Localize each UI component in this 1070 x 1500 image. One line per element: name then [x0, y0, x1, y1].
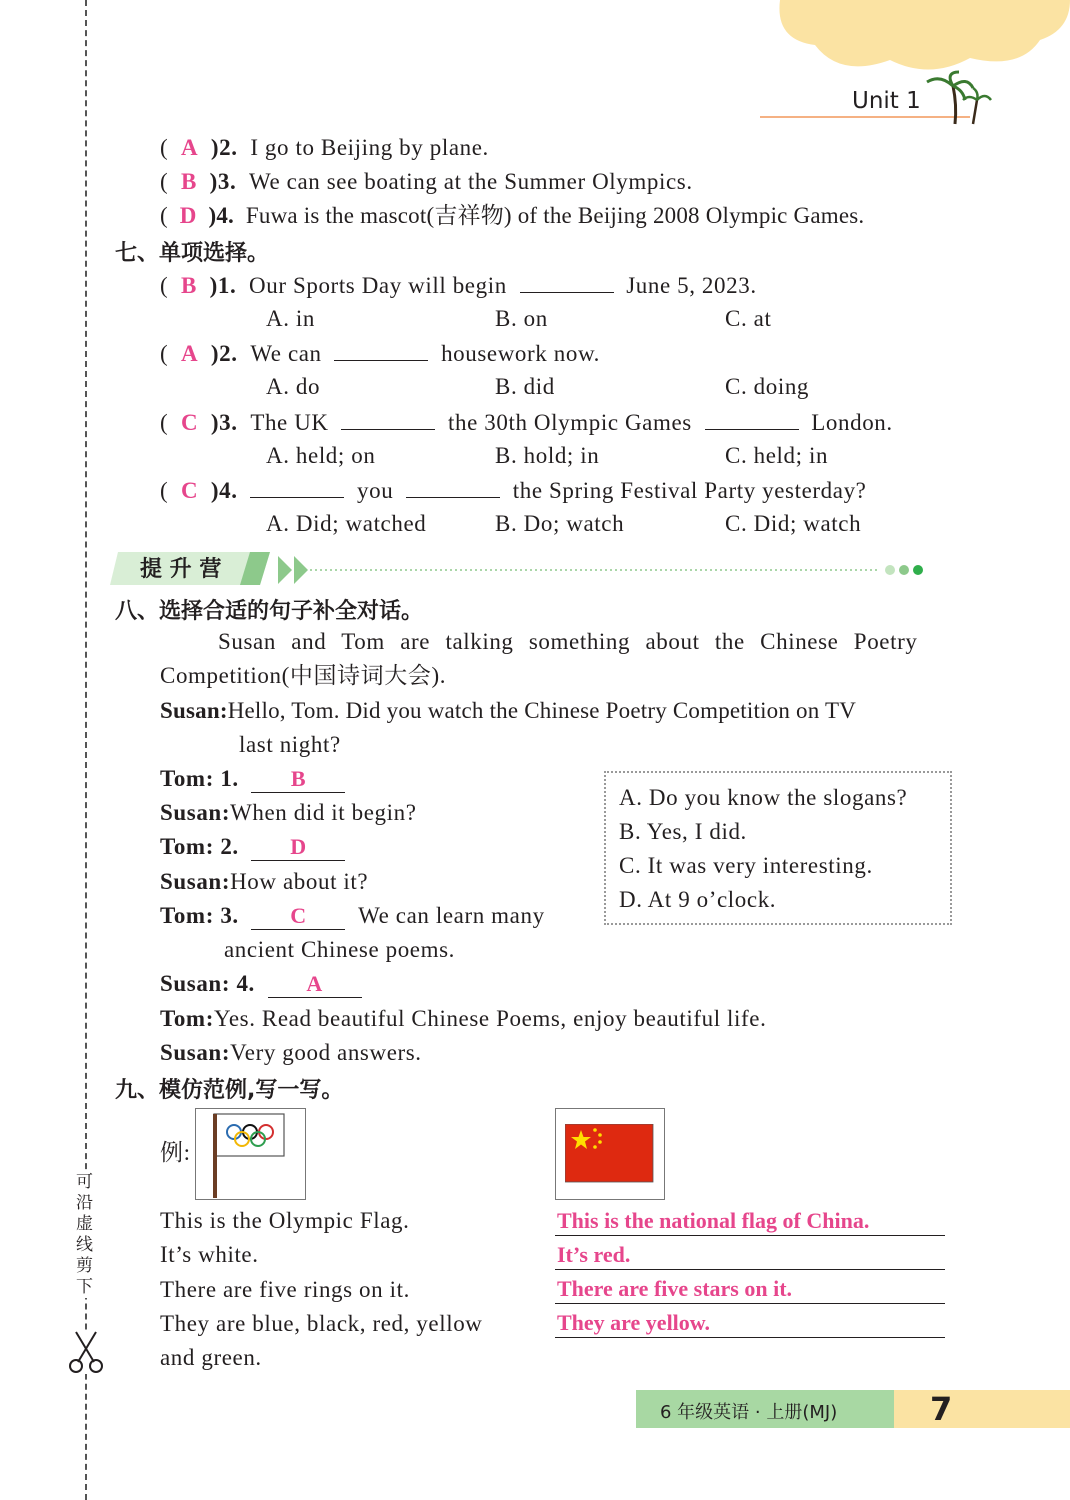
scissors-icon: [68, 1330, 104, 1374]
banner-title: 提 升 营: [140, 557, 222, 582]
s7-q2: ( A )2. We can housework now.: [160, 338, 600, 369]
unit-label: Unit 1: [852, 88, 921, 114]
s7-q4-opt-b: B. Do; watch: [495, 511, 625, 536]
s8-line1: Susan:Hello, Tom. Did you watch the Chinese Poetry Competition on TV: [160, 698, 857, 723]
banner-decoration: [110, 550, 930, 590]
s7-q3-opt-c: C. held; in: [725, 443, 829, 468]
section7-title: 七、单项选择。: [115, 241, 270, 266]
s7-q1-opt-c: C. at: [725, 306, 772, 331]
answer-blank[interactable]: [520, 270, 614, 293]
option-b: B. Yes, I did.: [619, 819, 747, 844]
section9-title: 九、模仿范例,写一写。: [115, 1078, 344, 1103]
example-line-1: This is the Olympic Flag.: [160, 1208, 410, 1233]
s8-tom3: Tom: 3. C We can learn many: [160, 903, 545, 928]
s7-q1-opt-b: B. on: [495, 306, 548, 331]
s7-q4-opt-c: C. Did; watch: [725, 511, 862, 536]
cut-label: 可沿虚线剪下: [76, 1172, 96, 1298]
s8-intro-2: Competition(中国诗词大会).: [160, 663, 447, 688]
top-item-4: ( D )4. Fuwa is the mascot(吉祥物) of the Beijing 2008 Olympic Games.: [160, 203, 865, 228]
answer-blank[interactable]: [705, 407, 799, 430]
s7-q2-opt-b: B. did: [495, 374, 555, 399]
page-number: 7: [930, 1390, 953, 1428]
cloud-decoration: [770, 0, 1070, 80]
s8-susan4: Susan: 4. A: [160, 969, 362, 999]
example-line-2: It’s white.: [160, 1242, 259, 1267]
answer-blank[interactable]: D: [251, 834, 345, 861]
s8-susan5: Susan:Very good answers.: [160, 1040, 422, 1065]
s8-susan3: Susan:How about it?: [160, 869, 369, 894]
answer-blank[interactable]: C: [251, 903, 345, 930]
s7-q3-opt-a: A. held; on: [266, 443, 376, 468]
s8-line1-cont: last night?: [239, 732, 341, 757]
top-item-3: ( B )3. We can see boating at the Summer Olympics.: [160, 169, 693, 194]
example-label: 例:: [160, 1140, 191, 1165]
s8-tom2: Tom: 2. D: [160, 832, 345, 862]
olympic-flag-icon: [210, 1112, 290, 1198]
s8-tom3-cont: ancient Chinese poems.: [224, 937, 456, 962]
answer-blank[interactable]: [406, 475, 500, 498]
china-flag-icon: [565, 1124, 655, 1184]
answer-blank[interactable]: [334, 338, 428, 361]
s8-tom1: Tom: 1. B: [160, 764, 345, 794]
s7-q2-opt-c: C. doing: [725, 374, 810, 399]
option-c: C. It was very interesting.: [619, 853, 873, 878]
example-line-5: and green.: [160, 1345, 262, 1370]
answer-line-2: It’s red.: [557, 1242, 631, 1267]
answer-line-4: They are yellow.: [557, 1310, 710, 1335]
s7-q2-opt-a: A. do: [266, 374, 321, 399]
answer-blank[interactable]: [250, 475, 344, 498]
s7-q1-opt-a: A. in: [266, 306, 315, 331]
option-a: A. Do you know the slogans?: [619, 785, 908, 810]
answer-blank[interactable]: [341, 407, 435, 430]
s8-susan2: Susan:When did it begin?: [160, 800, 417, 825]
s7-q1: ( B )1. Our Sports Day will begin June 5, 2023.: [160, 270, 757, 301]
option-d: D. At 9 o’clock.: [619, 887, 777, 912]
s8-intro-1: Susan and Tom are talking something about the Chinese Poetry: [218, 629, 918, 654]
palm-tree-icon: [925, 70, 995, 126]
section8-title: 八、选择合适的句子补全对话。: [115, 599, 424, 624]
answer-line-3: There are five stars on it.: [557, 1276, 793, 1301]
answer-blank[interactable]: A: [268, 971, 362, 998]
s7-q3-opt-b: B. hold; in: [495, 443, 600, 468]
answer-line-1: This is the national flag of China.: [557, 1208, 870, 1233]
s7-q3: ( C )3. The UK the 30th Olympic Games London.: [160, 407, 893, 438]
s8-tom5: Tom:Yes. Read beautiful Chinese Poems, enjoy beautiful life.: [160, 1006, 767, 1031]
example-line-4: They are blue, black, red, yellow: [160, 1311, 483, 1336]
answer-blank[interactable]: B: [251, 766, 345, 793]
example-line-3: There are five rings on it.: [160, 1277, 410, 1302]
footer-book-title: 6 年级英语 · 上册(MJ): [660, 1402, 838, 1423]
top-item-2: ( A )2. I go to Beijing by plane.: [160, 135, 489, 160]
s7-q4: ( C )4. you the Spring Festival Party yesterday?: [160, 475, 867, 506]
s7-q4-opt-a: A. Did; watched: [266, 511, 427, 536]
footer-yellow-bar: [894, 1390, 1070, 1428]
